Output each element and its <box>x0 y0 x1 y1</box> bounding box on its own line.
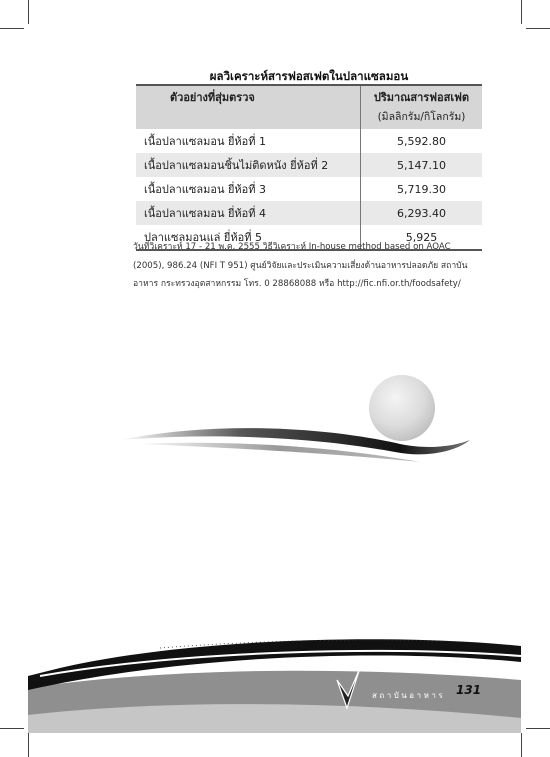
decorative-sphere <box>369 375 435 441</box>
value-cell: 5,925 <box>360 225 482 250</box>
institute-name: สถาบันอาหาร <box>372 691 446 700</box>
header-unit: (มิลลิกรัม/กิโลกรัม) <box>360 108 482 129</box>
source-note-line: (2005), 986.24 (NFI T 951) ศูนย์วิจัยและประเมินความเสี่ยงด้านอาหารปลอดภัย สถาบัน <box>133 260 468 271</box>
header-value: ปริมาณสารฟอสเฟต <box>360 85 482 108</box>
sample-cell: เนื้อปลาแซลมอนชิ้นไม่ติดหนัง ยี่ห้อที่ 2 <box>136 153 360 177</box>
value-cell: 5,147.10 <box>360 153 482 177</box>
sample-cell: ปลาแซลมอนแล่ ยี่ห้อที่ 5 <box>136 225 360 250</box>
value-cell: 5,719.30 <box>396 182 446 196</box>
value-cell: 5,592.80 <box>396 134 446 148</box>
header-sample: ตัวอย่างที่สุ่มตรวจ <box>136 85 360 129</box>
source-note-line: วันที่วิเคราะห์ 17 - 21 พ.ค. 2555 วิธีวิเคราะห์ In-house method based on AOAC <box>133 242 451 252</box>
table-title: ผลวิเคราะห์สารฟอสเฟตในปลาแซลมอน <box>209 69 409 83</box>
value-cell: 6,293.40 <box>360 201 482 225</box>
sample-cell: เนื้อปลาแซลมอน ยี่ห้อที่ 3 <box>136 177 360 201</box>
sample-cell: เนื้อปลาแซลมอน ยี่ห้อที่ 1 <box>136 129 360 153</box>
source-note-line: อาหาร กระทรวงอุตสาหกรรม โทร. 0 28868088 หรือ http://fic.nfi.or.th/foodsafety/ <box>133 279 461 289</box>
page-number: 131 <box>456 683 482 697</box>
sample-cell: เนื้อปลาแซลมอน ยี่ห้อที่ 4 <box>136 201 360 225</box>
